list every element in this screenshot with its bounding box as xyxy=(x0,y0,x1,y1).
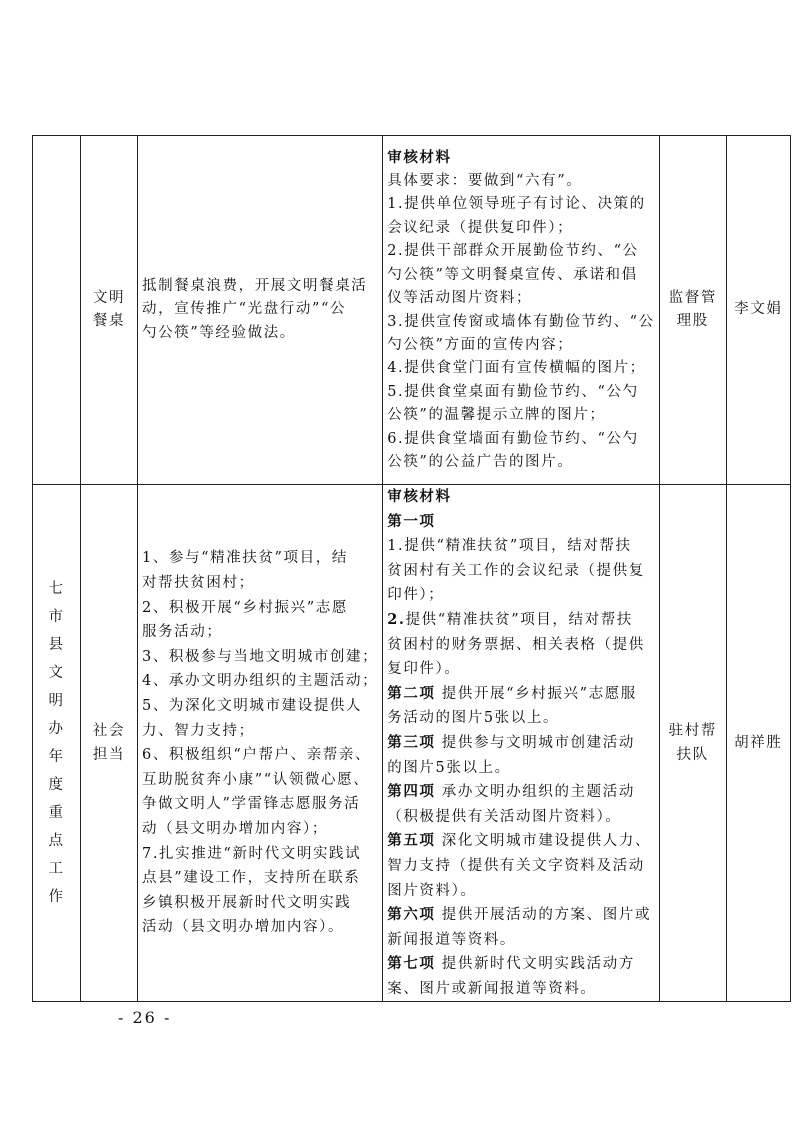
text-line xyxy=(387,928,655,953)
text-line: 争做文明人”学雷锋志愿服务活 xyxy=(142,796,361,813)
bold-label: 第一项 xyxy=(387,512,436,530)
content-cell xyxy=(138,485,383,1002)
line-text: （积极提供有关活动图片资料）。 xyxy=(387,808,622,825)
text-line xyxy=(387,952,655,977)
text-line: 点县”建设工作，支持所在联系 xyxy=(142,870,361,887)
text-line xyxy=(387,559,655,584)
text-line xyxy=(387,682,655,707)
line-text: 1.提供“精准扶贫”项目，结对帮扶 xyxy=(387,538,632,555)
text-line xyxy=(387,657,655,682)
text-line xyxy=(387,217,655,240)
line-text: 贫困村的财务票据、相关表格（提供 xyxy=(387,636,645,653)
text-line xyxy=(387,264,655,287)
text-line: 活动（县文明办增加内容）。 xyxy=(142,919,345,936)
text-line: 办 xyxy=(48,721,65,738)
bold-label: 审核材料 xyxy=(387,488,452,505)
item-cell xyxy=(81,136,138,485)
table-row xyxy=(33,136,791,485)
text-line: 6、积极组织“户帮户、亲帮亲、 xyxy=(142,747,372,764)
line-text: 会议纪录（提供复印件）； xyxy=(387,219,574,236)
text-line xyxy=(387,977,655,1002)
text-line: 动（县文明办增加内容）； xyxy=(142,821,328,838)
text-line: 七 xyxy=(48,581,65,598)
line-text: 新闻报道等资料。 xyxy=(387,931,517,948)
materials-cell xyxy=(383,136,660,485)
text-line: 明 xyxy=(48,693,65,710)
text-line xyxy=(387,510,655,535)
text-line: 餐桌 xyxy=(92,313,126,329)
department-cell xyxy=(659,136,726,485)
line-text: 承办文明办组织的主题活动 xyxy=(435,784,635,801)
text-line: 李文娟 xyxy=(734,301,783,318)
bold-label: 第四项 xyxy=(387,783,436,801)
text-line: 1、参与“精准扶贫”项目，结 xyxy=(142,550,348,567)
line-text: 印件）； xyxy=(387,587,445,604)
text-line xyxy=(387,633,655,658)
text-line: 县 xyxy=(48,637,65,654)
bold-label: 第六项 xyxy=(387,906,436,924)
line-text: 2.提供干部群众开展勤俭节约、“公 xyxy=(387,243,639,260)
text-line xyxy=(387,193,655,216)
text-line: 担当 xyxy=(92,747,126,764)
table-row xyxy=(33,485,791,1002)
text-line: 服务活动； xyxy=(142,624,223,641)
line-text: 案、图片或新闻报道等资料。 xyxy=(387,980,597,997)
page-number: - 26 - xyxy=(118,1008,172,1027)
line-text: 提供开展活动的方案、图片或 xyxy=(435,907,652,924)
text-line xyxy=(387,805,655,830)
text-line: 年 xyxy=(48,749,65,766)
line-text: 务活动的图片5张以上。 xyxy=(387,710,560,727)
text-line: 监督管 xyxy=(668,289,717,306)
text-line: 工 xyxy=(48,861,65,878)
materials-cell xyxy=(383,485,660,1002)
text-line: 力、智力支持； xyxy=(142,722,255,739)
text-line: 扶队 xyxy=(676,747,709,764)
text-line xyxy=(387,357,655,380)
text-line: 理股 xyxy=(676,313,709,329)
line-text: 智力支持（提供有关文字资料及活动 xyxy=(387,857,645,874)
line-text: 复印件）。 xyxy=(387,661,461,678)
text-line xyxy=(387,381,655,404)
bold-label: 第二项 xyxy=(387,684,436,702)
text-line xyxy=(387,485,655,510)
line-text: 贫困村有关工作的会议纪录（提供复 xyxy=(387,562,645,579)
text-line xyxy=(387,170,655,193)
line-text: 提供开展“乡村振兴”志愿服 xyxy=(435,685,637,702)
line-text: 图片资料）。 xyxy=(387,882,477,899)
line-text: 具体要求：要做到“六有”。 xyxy=(387,173,583,190)
line-text: 勺公筷”方面的宣传内容； xyxy=(387,336,574,353)
text-line: 5、为深化文明城市建设提供人 xyxy=(142,698,363,715)
person-cell xyxy=(726,485,790,1002)
text-line: 驻村帮 xyxy=(668,722,717,739)
text-line: 度 xyxy=(48,777,65,794)
line-text: 5.提供食堂桌面有勤俭节约、“公勺 xyxy=(387,383,639,400)
text-line xyxy=(387,879,655,904)
line-text: 的图片5张以上。 xyxy=(387,759,511,776)
bold-label: 第五项 xyxy=(387,832,436,850)
text-line xyxy=(387,311,655,334)
bold-label: 2. xyxy=(387,610,406,628)
line-text: 提供新时代文明实践活动方 xyxy=(435,956,635,973)
person-cell xyxy=(726,136,790,485)
text-line xyxy=(387,287,655,310)
line-text: 1.提供单位领导班子有讨论、决策的 xyxy=(387,196,646,213)
text-line xyxy=(387,829,655,854)
text-line: 作 xyxy=(48,889,65,906)
text-line xyxy=(387,780,655,805)
text-line: 文明 xyxy=(92,289,126,306)
line-text: 仪等活动图片资料； xyxy=(387,290,533,307)
line-text: 公筷”的温馨提示立牌的图片； xyxy=(387,407,606,424)
content-cell xyxy=(138,136,383,485)
line-text: 提供“精准扶贫”项目，结对帮扶 xyxy=(405,611,633,628)
text-line xyxy=(387,404,655,427)
text-line xyxy=(387,731,655,756)
text-line: 点 xyxy=(48,833,65,850)
text-line: 动，宣传推广“光盘行动”“公 xyxy=(142,301,347,318)
line-text: 提供参与文明城市创建活动 xyxy=(435,734,635,751)
text-line: 2、积极开展“乡村振兴”志愿 xyxy=(142,599,348,616)
item-cell xyxy=(81,485,138,1002)
text-line: 7.扎实推进“新时代文明实践试 xyxy=(142,845,362,862)
text-line xyxy=(387,706,655,731)
text-line: 对帮扶贫困村； xyxy=(142,575,255,592)
text-line: 勺公筷”等经验做法。 xyxy=(142,324,296,341)
line-text: 6.提供食堂墙面有勤俭节约、“公勺 xyxy=(387,430,639,447)
text-line xyxy=(387,756,655,781)
text-line: 互助脱贫奔小康”“认领微心愿、 xyxy=(142,771,370,788)
text-line xyxy=(387,146,655,170)
category-cell xyxy=(33,136,81,485)
text-line xyxy=(387,903,655,928)
text-line: 市 xyxy=(48,609,65,626)
text-line: 3、积极参与当地文明城市创建； xyxy=(142,648,379,665)
text-line xyxy=(387,854,655,879)
text-line: 重 xyxy=(48,805,65,822)
department-cell xyxy=(659,485,726,1002)
text-line xyxy=(387,428,655,451)
bold-label: 第七项 xyxy=(387,955,436,973)
line-text: 4.提供食堂门面有宣传横幅的图片； xyxy=(387,360,646,377)
category-cell xyxy=(33,485,81,1002)
text-line xyxy=(387,334,655,357)
text-line: 胡祥胜 xyxy=(734,734,783,751)
text-line: 社会 xyxy=(92,722,126,739)
text-line xyxy=(387,608,655,633)
line-text: 勺公筷”等文明餐桌宣传、承诺和倡 xyxy=(387,266,638,283)
bold-label: 第三项 xyxy=(387,733,436,751)
text-line: 抵制餐桌浪费，开展文明餐桌活 xyxy=(142,277,368,294)
text-line: 文 xyxy=(48,665,65,682)
text-line: 乡镇积极开展新时代文明实践 xyxy=(142,894,352,911)
text-line: 4、承办文明办组织的主题活动； xyxy=(142,673,379,690)
line-text: 3.提供宣传窗或墙体有勤俭节约、“公 xyxy=(387,313,655,330)
text-line xyxy=(387,583,655,608)
text-line xyxy=(387,534,655,559)
line-text: 公筷”的公益广告的图片。 xyxy=(387,453,574,470)
text-line xyxy=(387,451,655,474)
task-table xyxy=(32,135,791,1002)
text-line xyxy=(387,240,655,263)
bold-label: 审核材料 xyxy=(387,148,452,166)
line-text: 深化文明城市建设提供人力、 xyxy=(435,833,652,850)
